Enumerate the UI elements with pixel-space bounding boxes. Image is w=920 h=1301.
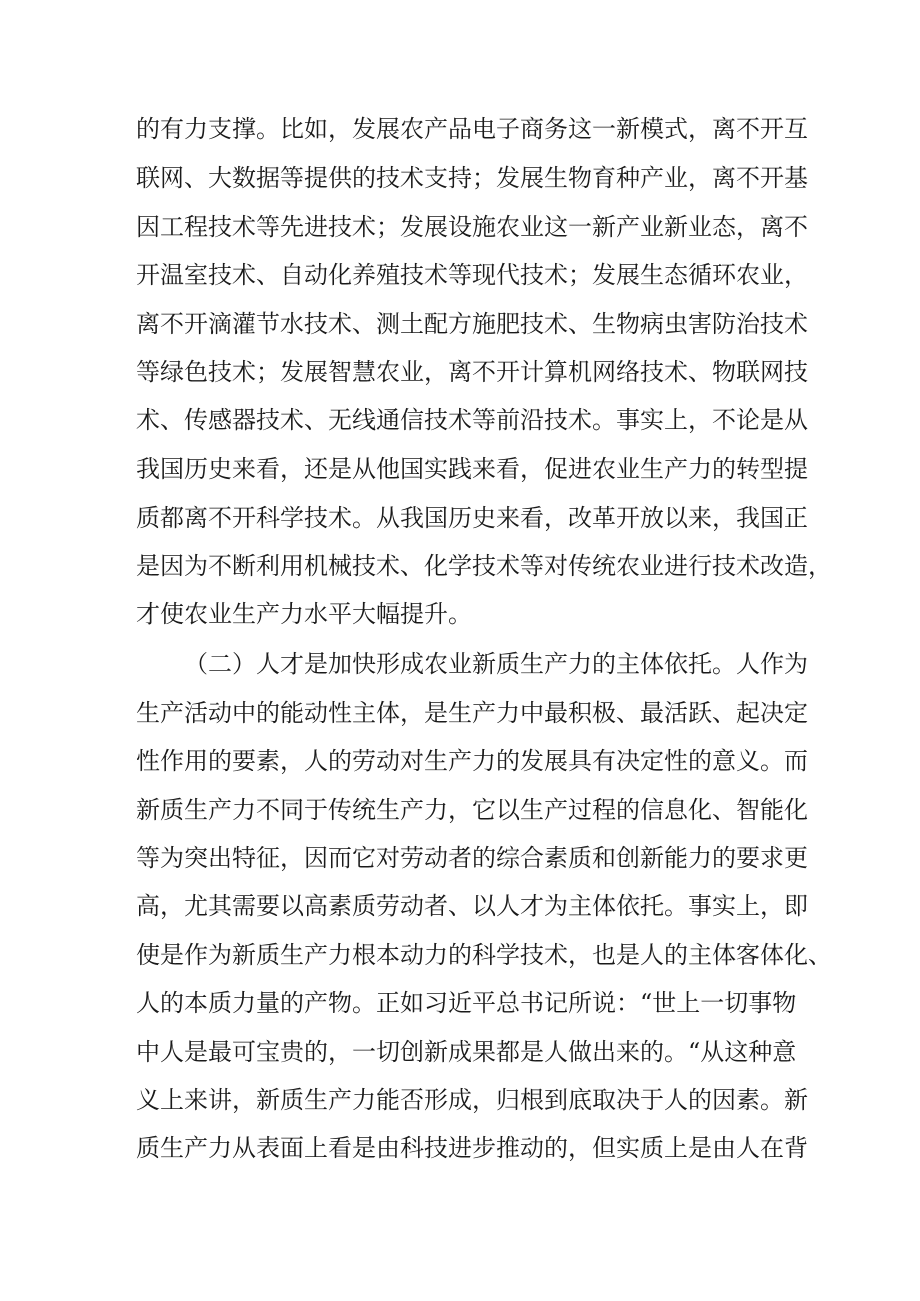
text-line: 联网、大数据等提供的技术支持；发展生物育种产业，离不开基 [136,164,808,192]
text-line: 等绿色技术；发展智慧农业，离不开计算机网络技术、物联网技 [136,358,808,386]
text-line: 质生产力从表面上看是由科技进步推动的，但实质上是由人在背 [136,1134,808,1162]
text-line: 才使农业生产力水平大幅提升。 [136,600,472,628]
text-line: 高，尤其需要以高素质劳动者、以人才为主体依托。事实上，即 [136,892,808,920]
text-line: 离不开滴灌节水技术、测土配方施肥技术、生物病虫害防治技术 [136,310,808,338]
text-line: 人的本质力量的产物。正如习近平总书记所说：“世上一切事物 [136,989,797,1017]
text-line: 是因为不断利用机械技术、化学技术等对传统农业进行技术改造， [136,552,832,580]
text-line: 等为突出特征，因而它对劳动者的综合素质和创新能力的要求更 [136,844,808,872]
text-line: 性作用的要素，人的劳动对生产力的发展具有决定性的意义。而 [136,747,808,775]
text-line: 新质生产力不同于传统生产力，它以生产过程的信息化、智能化 [136,796,808,824]
text-line: 的有力支撑。比如，发展农产品电子商务这一新模式，离不开互 [136,115,808,143]
text-line: 我国历史来看，还是从他国实践来看，促进农业生产力的转型提 [136,455,808,483]
text-line: 义上来讲，新质生产力能否形成，归根到底取决于人的因素。新 [136,1086,808,1114]
text-line: 使是作为新质生产力根本动力的科学技术，也是人的主体客体化、 [136,941,832,969]
text-line: 术、传感器技术、无线通信技术等前沿技术。事实上，不论是从 [136,406,808,434]
text-line: 中人是最可宝贵的，一切创新成果都是人做出来的。“从这种意 [136,1038,797,1066]
text-line: 生产活动中的能动性主体，是生产力中最积极、最活跃、起决定 [136,699,808,727]
text-line: 因工程技术等先进技术；发展设施农业这一新产业新业态，离不 [136,213,808,241]
text-line: 质都离不开科学技术。从我国历史来看，改革开放以来，我国正 [136,504,808,532]
text-line: 开温室技术、自动化养殖技术等现代技术；发展生态循环农业， [136,261,808,289]
text-line: （二）人才是加快形成农业新质生产力的主体依托。人作为 [184,650,808,678]
